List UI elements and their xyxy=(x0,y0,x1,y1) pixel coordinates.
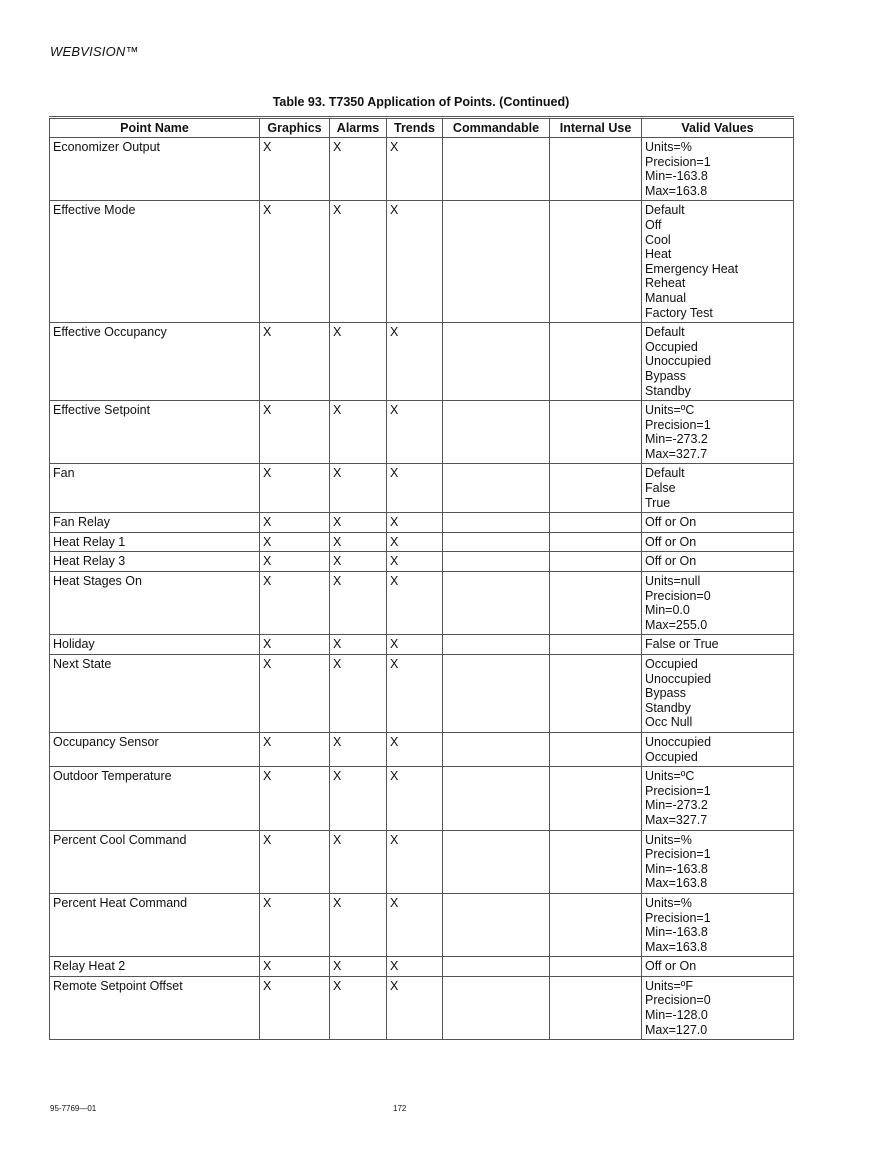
valid-value: Occ Null xyxy=(645,715,693,730)
graphics-cell: X xyxy=(260,201,330,323)
point-name-cell: Economizer Output xyxy=(50,138,260,201)
commandable-cell xyxy=(443,138,550,201)
alarms-cell: X xyxy=(330,635,387,655)
valid-values-cell xyxy=(642,138,794,201)
valid-value: Precision=1 xyxy=(645,154,711,169)
trends-cell: X xyxy=(387,572,443,635)
commandable-cell xyxy=(443,957,550,977)
table-row xyxy=(50,401,794,464)
trends-cell: X xyxy=(387,635,443,655)
graphics-cell: X xyxy=(260,401,330,464)
point-name-cell: Heat Relay 3 xyxy=(50,552,260,572)
valid-value: Occupied xyxy=(645,657,698,671)
valid-value: Units=% xyxy=(645,895,692,910)
trends-cell: X xyxy=(387,976,443,1039)
point-name-cell: Percent Heat Command xyxy=(50,893,260,956)
valid-value: Max=163.8 xyxy=(645,183,708,198)
valid-value: Min=-163.8 xyxy=(645,925,708,940)
valid-value: Emergency Heat xyxy=(645,261,739,276)
valid-value: Unoccupied xyxy=(645,734,712,749)
graphics-cell: X xyxy=(260,532,330,552)
point-name-cell: Effective Occupancy xyxy=(50,323,260,401)
valid-value: Precision=0 xyxy=(645,588,711,603)
valid-values-cell xyxy=(642,513,794,533)
trends-cell: X xyxy=(387,532,443,552)
valid-value: Off or On xyxy=(645,959,697,974)
valid-value: Precision=1 xyxy=(645,910,711,925)
valid-value: True xyxy=(645,495,671,510)
valid-value: Units=ºF xyxy=(645,978,693,993)
valid-value: Units=ºC xyxy=(645,403,695,418)
graphics-cell: X xyxy=(260,572,330,635)
internal-use-cell xyxy=(550,957,642,977)
table-row xyxy=(50,635,794,655)
trends-cell: X xyxy=(387,201,443,323)
point-name-cell: Holiday xyxy=(50,635,260,655)
graphics-cell: X xyxy=(260,464,330,513)
valid-value: Max=327.7 xyxy=(645,812,708,827)
valid-value: Max=163.8 xyxy=(645,876,708,891)
internal-use-cell xyxy=(550,976,642,1039)
valid-values-cell xyxy=(642,830,794,893)
valid-value: Precision=0 xyxy=(645,993,711,1008)
point-name-cell: Occupancy Sensor xyxy=(50,732,260,766)
valid-value: Max=127.0 xyxy=(645,1022,708,1037)
point-name-cell: Remote Setpoint Offset xyxy=(50,976,260,1039)
column-header-trends: Trends xyxy=(387,118,443,138)
internal-use-cell xyxy=(550,830,642,893)
valid-value: Units=% xyxy=(645,140,692,154)
trends-cell: X xyxy=(387,655,443,733)
table-row xyxy=(50,767,794,830)
valid-value: Standby xyxy=(645,700,691,715)
point-name-cell: Relay Heat 2 xyxy=(50,957,260,977)
valid-value: Occupied xyxy=(645,749,698,764)
valid-values-cell xyxy=(642,957,794,977)
table-row xyxy=(50,201,794,323)
alarms-cell: X xyxy=(330,201,387,323)
table-row xyxy=(50,830,794,893)
trends-cell: X xyxy=(387,830,443,893)
trends-cell: X xyxy=(387,767,443,830)
internal-use-cell xyxy=(550,201,642,323)
commandable-cell xyxy=(443,976,550,1039)
valid-value: Precision=1 xyxy=(645,847,711,862)
commandable-cell xyxy=(443,572,550,635)
graphics-cell: X xyxy=(260,323,330,401)
table-row xyxy=(50,323,794,401)
point-name-cell: Heat Relay 1 xyxy=(50,532,260,552)
trends-cell: X xyxy=(387,138,443,201)
column-header-alarms: Alarms xyxy=(330,118,387,138)
points-table xyxy=(49,116,794,1040)
valid-value: Off or On xyxy=(645,554,697,569)
alarms-cell: X xyxy=(330,655,387,733)
valid-values-cell xyxy=(642,532,794,552)
internal-use-cell xyxy=(550,655,642,733)
graphics-cell: X xyxy=(260,732,330,766)
table-row xyxy=(50,532,794,552)
internal-use-cell xyxy=(550,464,642,513)
commandable-cell xyxy=(443,830,550,893)
commandable-cell xyxy=(443,323,550,401)
graphics-cell: X xyxy=(260,655,330,733)
valid-values-cell xyxy=(642,323,794,401)
table-row xyxy=(50,732,794,766)
graphics-cell: X xyxy=(260,767,330,830)
valid-value: Min=-163.8 xyxy=(645,169,708,184)
graphics-cell: X xyxy=(260,976,330,1039)
valid-value: Precision=1 xyxy=(645,417,711,432)
valid-value: False or True xyxy=(645,637,719,652)
valid-value: Factory Test xyxy=(645,305,713,320)
column-header-valid-values: Valid Values xyxy=(642,118,794,138)
commandable-cell xyxy=(443,552,550,572)
valid-value: Unoccupied xyxy=(645,671,712,686)
alarms-cell: X xyxy=(330,767,387,830)
table-row xyxy=(50,513,794,533)
commandable-cell xyxy=(443,732,550,766)
valid-value: Off or On xyxy=(645,515,697,530)
valid-value: Reheat xyxy=(645,276,686,291)
commandable-cell xyxy=(443,201,550,323)
valid-value: Default xyxy=(645,466,685,481)
valid-value: Min=-273.2 xyxy=(645,432,708,447)
alarms-cell: X xyxy=(330,893,387,956)
internal-use-cell xyxy=(550,138,642,201)
valid-value: Occupied xyxy=(645,339,698,354)
commandable-cell xyxy=(443,532,550,552)
valid-value: Manual xyxy=(645,290,686,305)
valid-value: Heat xyxy=(645,247,672,262)
document-header-brand: WEBVISION™ xyxy=(50,44,139,59)
graphics-cell: X xyxy=(260,138,330,201)
footer-page-number: 172 xyxy=(393,1104,407,1113)
valid-values-cell xyxy=(642,655,794,733)
valid-values-cell xyxy=(642,552,794,572)
internal-use-cell xyxy=(550,323,642,401)
column-header-graphics: Graphics xyxy=(260,118,330,138)
trends-cell: X xyxy=(387,893,443,956)
point-name-cell: Outdoor Temperature xyxy=(50,767,260,830)
valid-values-cell xyxy=(642,767,794,830)
table-row xyxy=(50,893,794,956)
commandable-cell xyxy=(443,635,550,655)
valid-value: Unoccupied xyxy=(645,354,712,369)
trends-cell: X xyxy=(387,513,443,533)
internal-use-cell xyxy=(550,635,642,655)
point-name-cell: Fan xyxy=(50,464,260,513)
graphics-cell: X xyxy=(260,513,330,533)
graphics-cell: X xyxy=(260,830,330,893)
internal-use-cell xyxy=(550,767,642,830)
internal-use-cell xyxy=(550,732,642,766)
column-header-point-name: Point Name xyxy=(50,118,260,138)
valid-values-cell xyxy=(642,401,794,464)
trends-cell: X xyxy=(387,401,443,464)
table-row xyxy=(50,655,794,733)
table-row xyxy=(50,138,794,201)
internal-use-cell xyxy=(550,513,642,533)
valid-value: Off xyxy=(645,217,662,232)
trends-cell: X xyxy=(387,732,443,766)
valid-value: Bypass xyxy=(645,368,686,383)
trends-cell: X xyxy=(387,464,443,513)
internal-use-cell xyxy=(550,572,642,635)
alarms-cell: X xyxy=(330,957,387,977)
valid-values-cell xyxy=(642,635,794,655)
alarms-cell: X xyxy=(330,464,387,513)
alarms-cell: X xyxy=(330,532,387,552)
internal-use-cell xyxy=(550,401,642,464)
valid-values-cell xyxy=(642,572,794,635)
column-header-internal-use: Internal Use xyxy=(550,118,642,138)
valid-value: Units=% xyxy=(645,832,692,847)
internal-use-cell xyxy=(550,552,642,572)
valid-value: Min=0.0 xyxy=(645,603,690,618)
trends-cell: X xyxy=(387,323,443,401)
alarms-cell: X xyxy=(330,138,387,201)
table-row xyxy=(50,957,794,977)
table-header-row xyxy=(50,118,794,138)
alarms-cell: X xyxy=(330,976,387,1039)
valid-value: Max=255.0 xyxy=(645,617,708,632)
graphics-cell: X xyxy=(260,957,330,977)
internal-use-cell xyxy=(550,532,642,552)
graphics-cell: X xyxy=(260,552,330,572)
commandable-cell xyxy=(443,655,550,733)
valid-value: Default xyxy=(645,325,685,340)
valid-value: Default xyxy=(645,203,685,218)
alarms-cell: X xyxy=(330,552,387,572)
commandable-cell xyxy=(443,767,550,830)
alarms-cell: X xyxy=(330,572,387,635)
footer-doc-number: 95-7769—01 xyxy=(50,1104,97,1113)
valid-values-cell xyxy=(642,976,794,1039)
valid-value: Bypass xyxy=(645,686,686,701)
point-name-cell: Effective Setpoint xyxy=(50,401,260,464)
graphics-cell: X xyxy=(260,635,330,655)
alarms-cell: X xyxy=(330,830,387,893)
table-row xyxy=(50,976,794,1039)
table-caption: Table 93. T7350 Application of Points. (Continued) xyxy=(272,95,570,109)
point-name-cell: Effective Mode xyxy=(50,201,260,323)
trends-cell: X xyxy=(387,957,443,977)
valid-value: False xyxy=(645,481,676,496)
valid-values-cell xyxy=(642,732,794,766)
commandable-cell xyxy=(443,513,550,533)
table-row xyxy=(50,464,794,513)
alarms-cell: X xyxy=(330,513,387,533)
valid-value: Units=null xyxy=(645,574,701,589)
valid-value: Min=-163.8 xyxy=(645,861,708,876)
valid-value: Units=ºC xyxy=(645,769,695,784)
point-name-cell: Next State xyxy=(50,655,260,733)
graphics-cell: X xyxy=(260,893,330,956)
point-name-cell: Fan Relay xyxy=(50,513,260,533)
point-name-cell: Heat Stages On xyxy=(50,572,260,635)
alarms-cell: X xyxy=(330,401,387,464)
valid-value: Standby xyxy=(645,383,691,398)
valid-values-cell xyxy=(642,464,794,513)
alarms-cell: X xyxy=(330,323,387,401)
commandable-cell xyxy=(443,893,550,956)
valid-values-cell xyxy=(642,893,794,956)
commandable-cell xyxy=(443,401,550,464)
valid-value: Cool xyxy=(645,232,671,247)
valid-value: Max=163.8 xyxy=(645,939,708,954)
table-row xyxy=(50,552,794,572)
internal-use-cell xyxy=(550,893,642,956)
valid-values-cell xyxy=(642,201,794,323)
trends-cell: X xyxy=(387,552,443,572)
valid-value: Off or On xyxy=(645,534,697,549)
column-header-commandable: Commandable xyxy=(443,118,550,138)
alarms-cell: X xyxy=(330,732,387,766)
valid-value: Max=327.7 xyxy=(645,446,708,461)
table-body xyxy=(50,138,794,1040)
commandable-cell xyxy=(443,464,550,513)
valid-value: Min=-273.2 xyxy=(645,798,708,813)
point-name-cell: Percent Cool Command xyxy=(50,830,260,893)
valid-value: Min=-128.0 xyxy=(645,1008,708,1023)
valid-value: Precision=1 xyxy=(645,783,711,798)
table-row xyxy=(50,572,794,635)
